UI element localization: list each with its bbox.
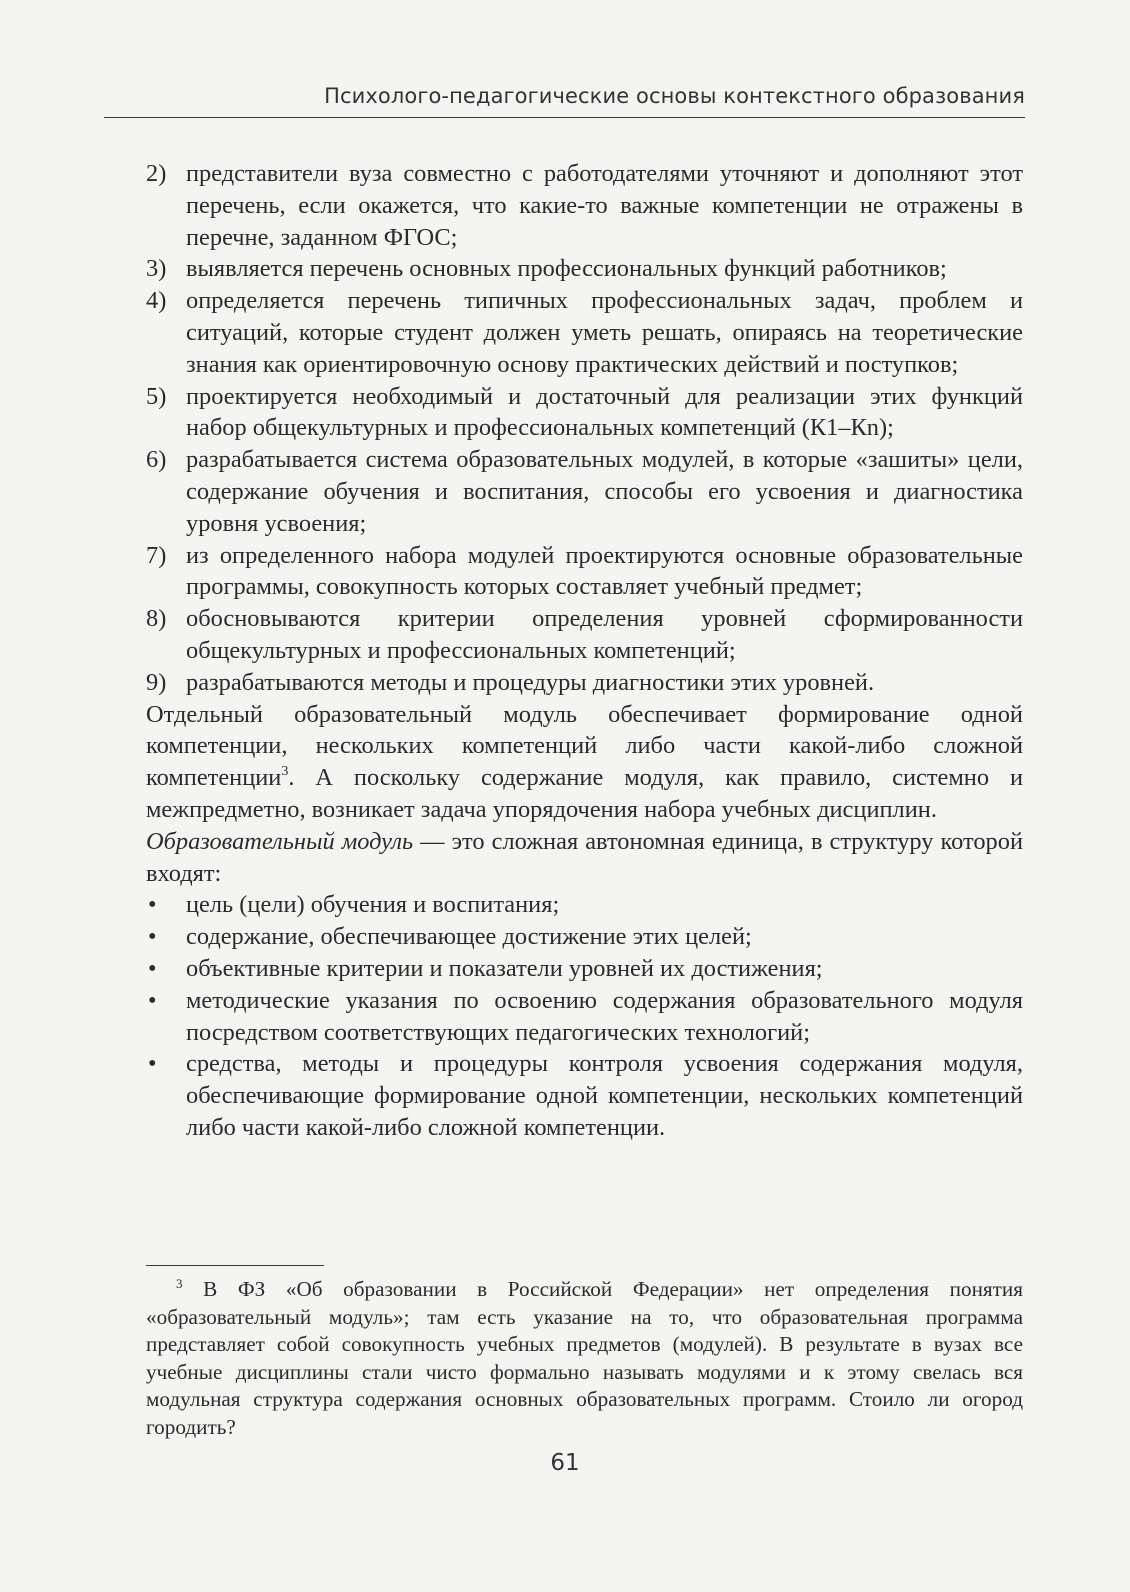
- footnote-ref[interactable]: 3: [281, 764, 289, 780]
- bullet-item: [146, 921, 1023, 953]
- list-number: 6): [146, 446, 167, 474]
- list-item: [146, 158, 1023, 253]
- page-number: 61: [550, 1450, 580, 1476]
- defined-term: Образовательный модуль: [146, 827, 414, 855]
- list-item: [146, 285, 1023, 380]
- list-text: выявляется перечень основных профессиональных функций работников;: [186, 255, 947, 283]
- paragraph-text: — это сложная автономная единица, в структуру которой входят:: [146, 827, 1023, 887]
- list-text: представители вуза совместно с работодателями уточняют и дополняют этот перечень, если окажется, что какие-то важные компетенции не отражены в перечне, заданном ФГОС;: [186, 160, 1023, 251]
- footnote: [146, 1276, 1023, 1441]
- paragraph-text: Отдельный образовательный модуль обеспечивает формирование одной компетенции, нескольких компетенций либо части какой-либо сложной компетенции: [146, 700, 1023, 792]
- bullet-item: [146, 1048, 1023, 1143]
- bullet-icon: •: [148, 1050, 157, 1078]
- list-text: разрабатываются методы и процедуры диагностики этих уровней.: [186, 668, 875, 696]
- list-item: [146, 444, 1023, 539]
- list-number: 2): [146, 160, 167, 187]
- bullet-item: [146, 953, 1023, 985]
- bullet-text: средства, методы и процедуры контроля усвоения содержания модуля, обеспечивающие формирование одной компетенции, нескольких компетенций либо части какой-либо сложной компетенции.: [186, 1050, 1023, 1141]
- bullet-icon: •: [148, 891, 157, 919]
- footnote-rule: [146, 1265, 324, 1266]
- list-item: [146, 540, 1023, 604]
- bullet-item: [146, 889, 1023, 921]
- bullet-text: объективные критерии и показатели уровней их достижения;: [186, 954, 823, 982]
- main-text: [146, 158, 1023, 1144]
- list-number: 9): [146, 668, 167, 696]
- bullet-icon: •: [148, 986, 157, 1014]
- bullet-text: методические указания по освоению содержания образовательного модуля посредством соответствующих педагогических технологий;: [186, 986, 1023, 1046]
- paragraph-text: . А поскольку содержание модуля, как правило, системно и межпредметно, возникает задача упорядочения набора учебных дисциплин.: [146, 764, 1023, 823]
- bullet-text: содержание, обеспечивающее достижение этих целей;: [186, 923, 752, 951]
- list-number: 7): [146, 541, 167, 569]
- paragraph-definition: [146, 826, 1023, 890]
- list-text: проектируется необходимый и достаточный для реализации этих функций набор общекультурных и профессиональных компетенций (К1–Кn);: [186, 382, 1023, 442]
- list-item: [146, 667, 1023, 699]
- list-item: [146, 381, 1023, 445]
- bullet-text: цель (цели) обучения и воспитания;: [186, 891, 560, 919]
- list-item: [146, 253, 1023, 285]
- list-number: 3): [146, 255, 167, 283]
- list-number: 5): [146, 382, 167, 410]
- list-number: 4): [146, 287, 167, 315]
- bullet-icon: •: [148, 954, 157, 982]
- header-rule: [104, 117, 1025, 118]
- list-text: определяется перечень типичных профессиональных задач, проблем и ситуаций, которые студент должен уметь решать, опираясь на теоретические знания как ориентировочную основу практических действий и поступков;: [186, 287, 1023, 378]
- footnote-marker: 3: [176, 1276, 183, 1291]
- running-title: Психолого-педагогические основы контекстного образования: [324, 84, 1025, 108]
- footnote-text: В ФЗ «Об образовании в Российской Федерации» нет определения понятия «образовательный модуль»; там есть указание на то, что образовательная программа представляет собой совокупность учебных предметов (модулей). В результате в вузах все учебные дисциплины стали чисто формально называть модулями и к этому свелась вся модульная структура содержания основных образовательных программ. Стоило ли огород городить?: [146, 1277, 1023, 1439]
- list-text: обосновываются критерии определения уровней сформированности общекультурных и профессиональных компетенций;: [186, 605, 1023, 664]
- bullet-item: [146, 985, 1023, 1049]
- list-text: из определенного набора модулей проектируются основные образовательные программы, совокупность которых составляет учебный предмет;: [186, 541, 1023, 601]
- list-item: [146, 603, 1023, 667]
- paragraph-modules: [146, 699, 1023, 826]
- list-number: 8): [146, 605, 167, 633]
- list-text: разрабатывается система образовательных модулей, в которые «зашиты» цели, содержание обучения и воспитания, способы его усвоения и диагностика уровня усвоения;: [186, 446, 1023, 537]
- bullet-icon: •: [148, 923, 157, 951]
